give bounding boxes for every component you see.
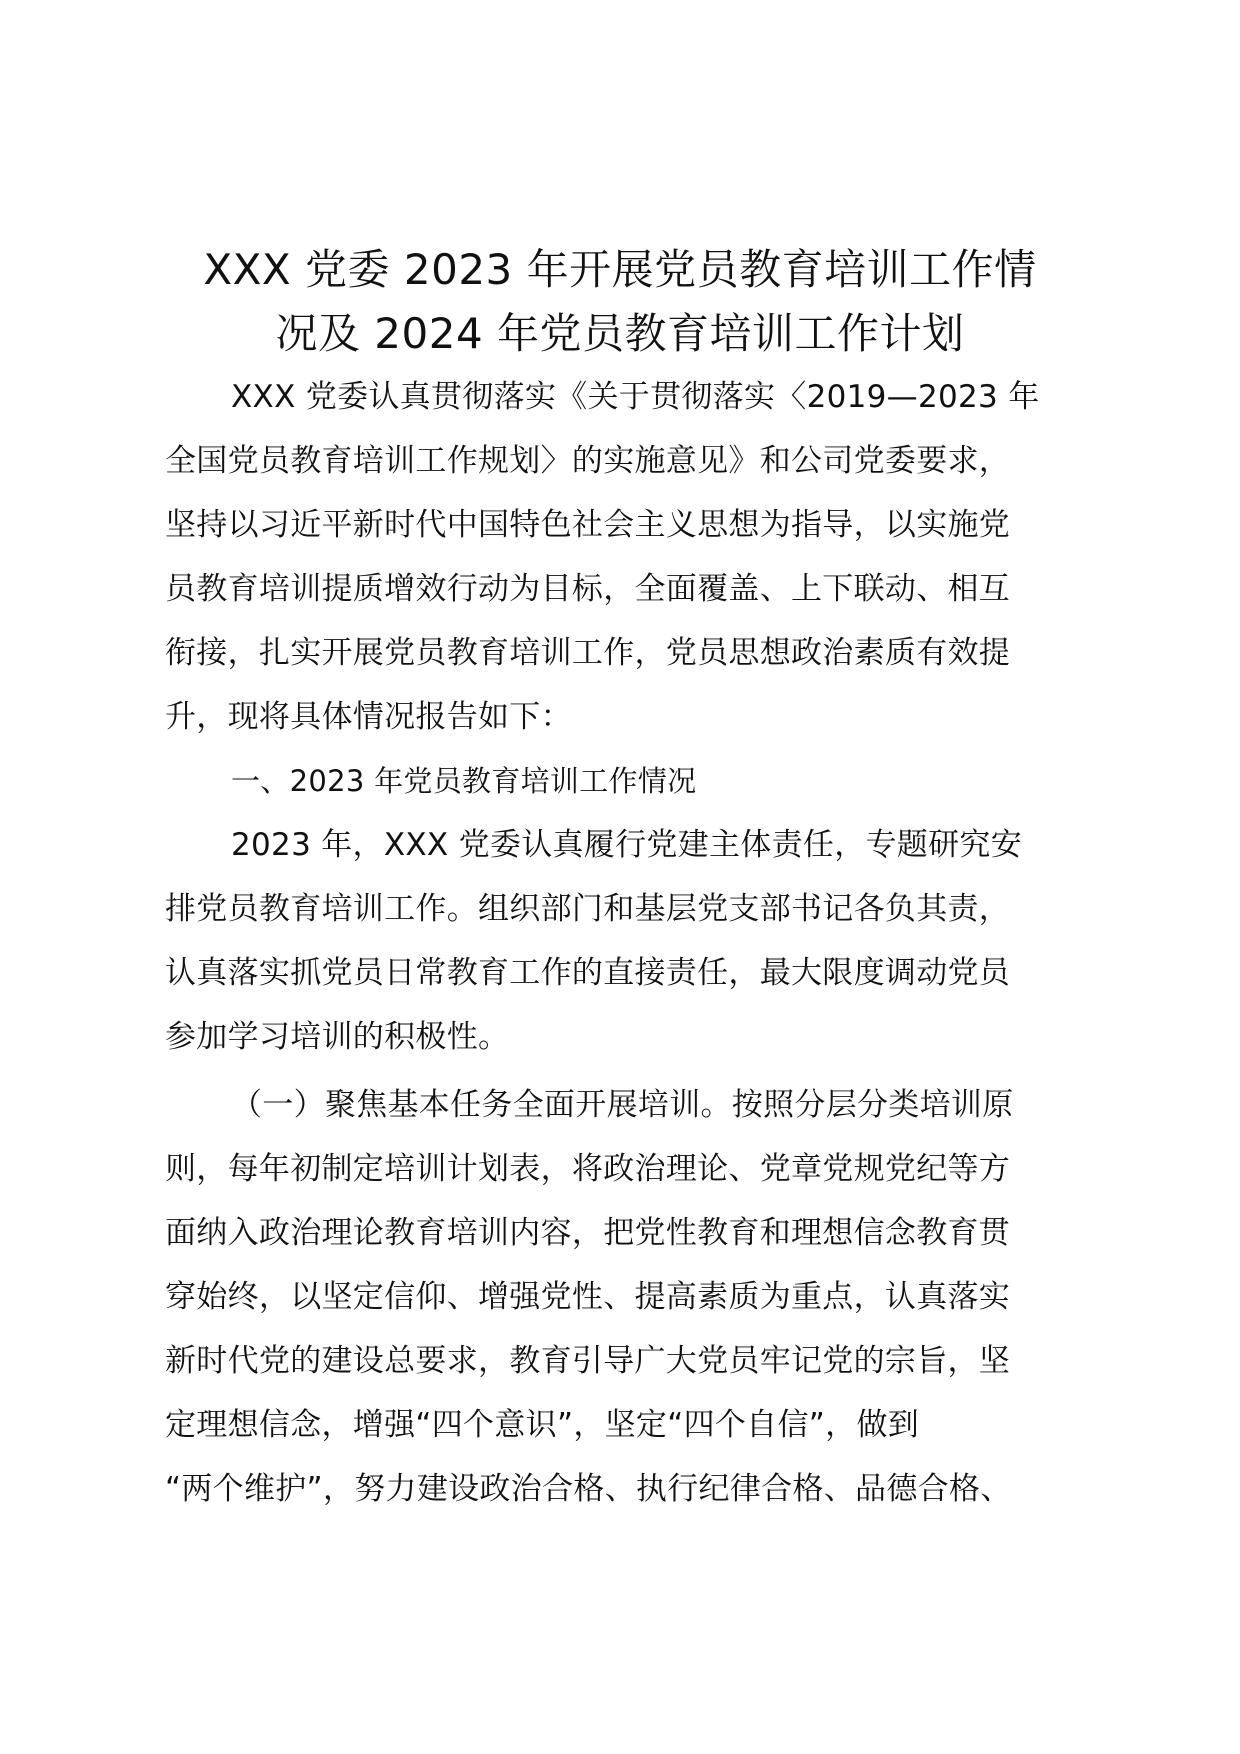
text-line: 认真落实抓党员日常教育工作的直接责任，最大限度调动党员 xyxy=(165,955,1011,991)
text-line: 员教育培训提质增效行动为目标，全面覆盖、上下联动、相互 xyxy=(165,571,1011,607)
text-line: 衔接，扎实开展党员教育培训工作，党员思想政治素质有效提 xyxy=(165,635,1011,671)
text-line: 坚持以习近平新时代中国特色社会主义思想为指导，以实施党 xyxy=(165,507,1011,543)
section-heading: 一、2023 年党员教育培训工作情况 xyxy=(231,764,697,798)
text-line: （一）聚焦基本任务全面开展培训。按照分层分类培训原 xyxy=(231,1087,1014,1123)
title-line-1: XXX 党委 2023 年开展党员教育培训工作情 xyxy=(203,245,1037,294)
text-line: 排党员教育培训工作。组织部门和基层党支部书记各负其责， xyxy=(165,891,1011,927)
title-line-2: 况及 2024 年党员教育培训工作计划 xyxy=(275,309,965,358)
document-title xyxy=(150,238,1090,366)
text-line: 则，每年初制定培训计划表，将政治理论、党章党规党纪等方 xyxy=(165,1151,1011,1187)
text-line: 定理想信念，增强“四个意识”，坚定“四个自信”，做到 xyxy=(165,1407,920,1443)
text-line: 面纳入政治理论教育培训内容，把党性教育和理想信念教育贯 xyxy=(165,1215,1011,1251)
text-line: 升，现将具体情况报告如下： xyxy=(165,699,572,735)
text-line: 新时代党的建设总要求，教育引导广大党员牢记党的宗旨，坚 xyxy=(165,1343,1011,1379)
intro-paragraph xyxy=(165,365,1095,749)
text-line: 2023 年，XXX 党委认真履行党建主体责任，专题研究安 xyxy=(231,827,1023,863)
text-line: 穿始终，以坚定信仰、增强党性、提高素质为重点，认真落实 xyxy=(165,1279,1011,1315)
subsection1-paragraph xyxy=(165,1073,1095,1521)
text-line: 参加学习培训的积极性。 xyxy=(165,1019,510,1055)
section1-paragraph xyxy=(165,813,1095,1069)
document-body xyxy=(165,365,1095,1521)
text-line: XXX 党委认真贯彻落实《关于贯彻落实〈2019—2023 年 xyxy=(231,379,1040,415)
text-line: “两个维护”，努力建设政治合格、执行纪律合格、品德合格、 xyxy=(165,1471,1012,1507)
text-line: 全国党员教育培训工作规划〉的实施意见》和公司党委要求， xyxy=(165,443,1011,479)
